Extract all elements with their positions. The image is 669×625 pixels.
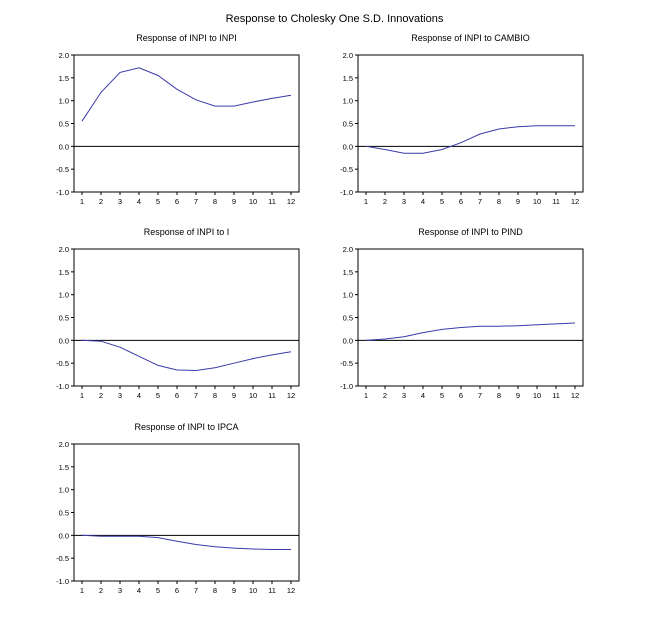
y-tick-label: -0.5 xyxy=(56,554,69,564)
plot-frame xyxy=(358,249,583,386)
x-tick-label: 2 xyxy=(98,391,104,400)
chart-panel xyxy=(56,33,299,206)
x-tick-label: 6 xyxy=(458,391,464,400)
y-tick-label: 1.0 xyxy=(342,290,353,300)
x-tick-label: 12 xyxy=(570,197,580,206)
x-tick-label: 6 xyxy=(458,197,464,206)
chart-title: Response of INPI to INPI xyxy=(136,33,237,43)
x-tick-label: 3 xyxy=(401,197,407,206)
y-tick-label: 0.5 xyxy=(342,119,353,129)
x-tick-label: 11 xyxy=(552,197,560,206)
y-tick-label: 1.5 xyxy=(58,462,69,472)
x-tick-label: 2 xyxy=(382,197,388,206)
x-tick-label: 2 xyxy=(98,197,104,206)
x-tick-label: 11 xyxy=(268,391,276,400)
x-tick-label: 12 xyxy=(286,391,296,400)
y-tick-label: -0.5 xyxy=(340,359,353,369)
x-tick-label: 7 xyxy=(193,586,199,595)
figure-title: Response to Cholesky One S.D. Innovations xyxy=(225,13,444,25)
y-tick-label: 1.5 xyxy=(58,73,69,83)
x-tick-label: 2 xyxy=(382,391,388,400)
series-line xyxy=(82,340,291,370)
x-tick-label: 12 xyxy=(286,586,296,595)
chart-panel xyxy=(56,422,299,595)
chart-panel xyxy=(56,227,299,400)
y-tick-label: 0.0 xyxy=(58,336,69,346)
x-tick-label: 8 xyxy=(496,391,502,400)
y-tick-label: -1.0 xyxy=(56,382,69,391)
y-tick-label: 2.0 xyxy=(58,440,69,449)
x-tick-label: 7 xyxy=(477,197,483,206)
x-tick-label: 1 xyxy=(363,197,369,206)
x-tick-label: 5 xyxy=(155,197,161,206)
y-tick-label: 0.5 xyxy=(58,119,69,129)
x-tick-label: 3 xyxy=(401,391,407,400)
x-tick-label: 1 xyxy=(79,391,85,400)
x-tick-label: 5 xyxy=(155,391,161,400)
x-tick-label: 12 xyxy=(570,391,580,400)
y-tick-label: 0.0 xyxy=(342,336,353,346)
x-tick-label: 3 xyxy=(117,586,123,595)
plot-frame xyxy=(74,55,299,192)
y-tick-label: 2.0 xyxy=(342,245,353,254)
x-tick-label: 3 xyxy=(117,197,123,206)
y-tick-label: -1.0 xyxy=(340,188,353,197)
x-tick-label: 9 xyxy=(515,391,521,400)
x-tick-label: 4 xyxy=(136,391,142,400)
x-tick-label: 1 xyxy=(79,197,85,206)
y-tick-label: 1.5 xyxy=(58,267,69,277)
x-tick-label: 8 xyxy=(212,391,218,400)
y-tick-label: 0.0 xyxy=(58,531,69,541)
plot-frame xyxy=(74,444,299,581)
x-tick-label: 10 xyxy=(532,197,542,206)
x-tick-label: 11 xyxy=(268,586,276,595)
x-tick-label: 7 xyxy=(193,391,199,400)
x-tick-label: 8 xyxy=(212,197,218,206)
x-tick-label: 1 xyxy=(363,391,369,400)
x-tick-label: 10 xyxy=(532,391,542,400)
x-tick-label: 12 xyxy=(286,197,296,206)
y-tick-label: -0.5 xyxy=(56,359,69,369)
series-line xyxy=(82,68,291,121)
x-tick-label: 10 xyxy=(248,197,258,206)
y-tick-label: 1.0 xyxy=(58,96,69,106)
x-tick-label: 11 xyxy=(268,197,276,206)
x-tick-label: 4 xyxy=(136,586,142,595)
chart-panel xyxy=(340,227,583,400)
x-tick-label: 4 xyxy=(136,197,142,206)
chart-panel xyxy=(340,33,583,206)
y-tick-label: 1.0 xyxy=(58,485,69,495)
y-tick-label: 0.5 xyxy=(342,313,353,323)
y-tick-label: 0.0 xyxy=(58,142,69,152)
y-tick-label: 2.0 xyxy=(342,51,353,60)
x-tick-label: 9 xyxy=(231,197,237,206)
plot-frame xyxy=(358,55,583,192)
y-tick-label: 1.0 xyxy=(342,96,353,106)
y-tick-label: -1.0 xyxy=(340,382,353,391)
x-tick-label: 9 xyxy=(231,391,237,400)
x-tick-label: 9 xyxy=(231,586,237,595)
y-tick-label: 2.0 xyxy=(58,51,69,60)
x-tick-label: 5 xyxy=(155,586,161,595)
x-tick-label: 11 xyxy=(552,391,560,400)
y-tick-label: 1.5 xyxy=(342,267,353,277)
series-line xyxy=(366,126,575,153)
chart-title: Response of INPI to I xyxy=(143,227,230,237)
plot-frame xyxy=(74,249,299,386)
chart-title: Response of INPI to PIND xyxy=(418,227,523,237)
x-tick-label: 2 xyxy=(98,586,104,595)
y-tick-label: 0.5 xyxy=(58,313,69,323)
series-line xyxy=(82,535,291,549)
y-tick-label: 1.0 xyxy=(58,290,69,300)
x-tick-label: 3 xyxy=(117,391,123,400)
y-tick-label: 0.5 xyxy=(58,508,69,518)
y-tick-label: 0.0 xyxy=(342,142,353,152)
y-tick-label: -0.5 xyxy=(56,165,69,175)
x-tick-label: 7 xyxy=(477,391,483,400)
y-tick-label: -1.0 xyxy=(56,188,69,197)
x-tick-label: 6 xyxy=(174,197,180,206)
y-tick-label: -0.5 xyxy=(340,165,353,175)
y-tick-label: 1.5 xyxy=(342,73,353,83)
chart-title: Response of INPI to CAMBIO xyxy=(411,33,530,43)
x-tick-label: 1 xyxy=(79,586,85,595)
x-tick-label: 4 xyxy=(420,197,426,206)
chart-title: Response of INPI to IPCA xyxy=(134,422,239,432)
y-tick-label: -1.0 xyxy=(56,577,69,586)
x-tick-label: 4 xyxy=(420,391,426,400)
x-tick-label: 5 xyxy=(439,197,445,206)
x-tick-label: 8 xyxy=(496,197,502,206)
x-tick-label: 5 xyxy=(439,391,445,400)
x-tick-label: 7 xyxy=(193,197,199,206)
x-tick-label: 6 xyxy=(174,391,180,400)
x-tick-label: 9 xyxy=(515,197,521,206)
series-line xyxy=(366,323,575,340)
x-tick-label: 10 xyxy=(248,586,258,595)
x-tick-label: 8 xyxy=(212,586,218,595)
x-tick-label: 6 xyxy=(174,586,180,595)
x-tick-label: 10 xyxy=(248,391,258,400)
y-tick-label: 2.0 xyxy=(58,245,69,254)
